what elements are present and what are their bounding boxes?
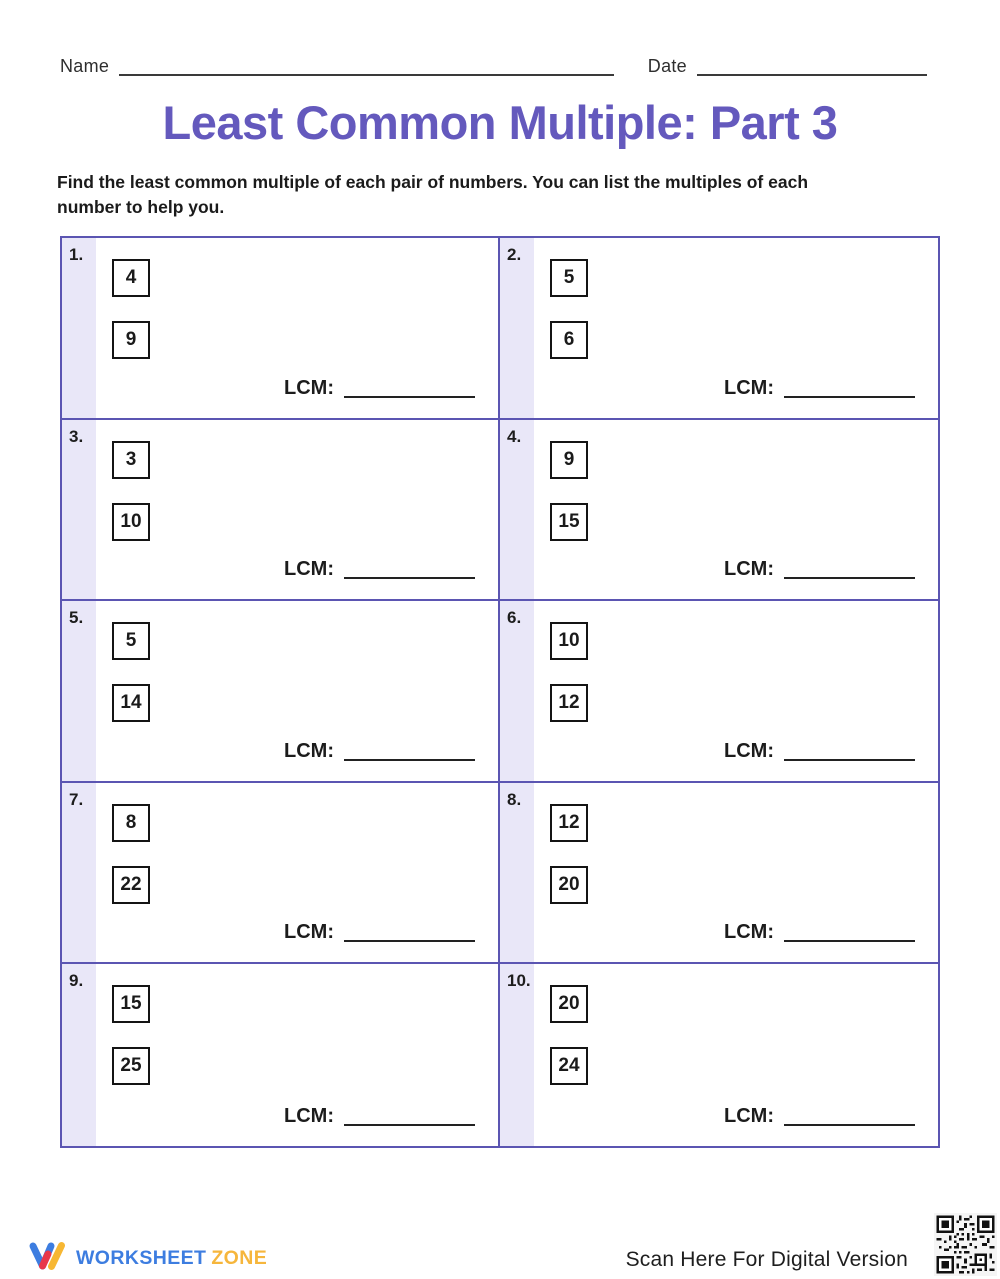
problem-number-strip — [62, 783, 96, 963]
number-box-b: 25 — [112, 1047, 150, 1085]
number-box-a: 8 — [112, 804, 150, 842]
lcm-answer-blank[interactable] — [784, 563, 915, 579]
number-box-b: 20 — [550, 866, 588, 904]
number-box-a: 3 — [112, 441, 150, 479]
lcm-answer-blank[interactable] — [344, 926, 475, 942]
problem-number-strip — [500, 601, 534, 781]
lcm-answer-blank[interactable] — [344, 745, 475, 761]
number-box-a: 20 — [550, 985, 588, 1023]
problem-cell-9 — [62, 964, 500, 1146]
problem-cell-2 — [500, 238, 938, 420]
number-box-a: 15 — [112, 985, 150, 1023]
problem-cell-7 — [62, 783, 500, 965]
lcm-row — [284, 922, 475, 942]
problem-cell-3 — [62, 420, 500, 602]
problem-cell-8 — [500, 783, 938, 965]
lcm-row — [724, 922, 915, 942]
problem-number: 6. — [507, 608, 522, 628]
lcm-answer-blank[interactable] — [784, 926, 915, 942]
number-box-b: 10 — [112, 503, 150, 541]
number-box-b: 9 — [112, 321, 150, 359]
lcm-answer-blank[interactable] — [784, 745, 915, 761]
problem-number-strip — [62, 420, 96, 600]
lcm-row — [284, 378, 475, 398]
lcm-row — [724, 1106, 915, 1126]
lcm-answer-blank[interactable] — [344, 382, 475, 398]
problem-cell-1 — [62, 238, 500, 420]
instructions — [57, 170, 945, 220]
number-box-b: 14 — [112, 684, 150, 722]
number-box-a: 5 — [112, 622, 150, 660]
date-label: Date — [647, 56, 687, 76]
lcm-row — [724, 741, 915, 761]
problem-number-strip — [500, 420, 534, 600]
number-box-b: 12 — [550, 684, 588, 722]
problem-number: 8. — [507, 789, 522, 809]
problem-number: 10. — [507, 971, 531, 991]
instructions-line2: number to help you. — [57, 197, 225, 217]
lcm-row — [284, 559, 475, 579]
qr-code — [934, 1213, 997, 1276]
problem-number-strip — [500, 238, 534, 418]
lcm-label: LCM: — [284, 558, 334, 581]
logo-text — [76, 1247, 267, 1270]
lcm-row — [724, 378, 915, 398]
lcm-label: LCM: — [724, 739, 774, 762]
problem-number: 1. — [69, 245, 84, 264]
name-input-line[interactable] — [119, 58, 614, 76]
scan-here-text: Scan Here For Digital Version — [625, 1248, 908, 1271]
lcm-label: LCM: — [724, 558, 774, 581]
problem-number-strip — [62, 601, 96, 781]
number-box-b: 24 — [550, 1047, 588, 1085]
lcm-answer-blank[interactable] — [784, 1110, 915, 1126]
problem-cell-10 — [500, 964, 938, 1146]
problem-number: 4. — [507, 426, 522, 446]
instructions-line1: Find the least common multiple of each pair of numbers. You can list the multiples of each — [57, 172, 809, 192]
problem-cell-4 — [500, 420, 938, 602]
problem-number-strip — [500, 964, 534, 1146]
number-box-b: 6 — [550, 321, 588, 359]
number-box-a: 12 — [550, 804, 588, 842]
number-box-a: 10 — [550, 622, 588, 660]
problem-number: 3. — [69, 426, 84, 446]
problem-cell-5 — [62, 601, 500, 783]
lcm-row — [284, 1106, 475, 1126]
number-box-b: 15 — [550, 503, 588, 541]
problem-number-strip — [500, 783, 534, 963]
problem-number-strip — [62, 238, 96, 418]
problem-number: 2. — [507, 245, 522, 264]
lcm-label: LCM: — [284, 1105, 334, 1127]
page-title: Least Common Multiple: Part 3 — [162, 96, 838, 149]
header-row — [60, 56, 927, 76]
logo-worksheet-text: WORKSHEET — [76, 1247, 207, 1269]
number-box-a: 9 — [550, 441, 588, 479]
lcm-label: LCM: — [724, 1105, 774, 1127]
lcm-label: LCM: — [724, 921, 774, 944]
lcm-answer-blank[interactable] — [784, 382, 915, 398]
lcm-answer-blank[interactable] — [344, 563, 475, 579]
logo-zone-text: ZONE — [211, 1247, 268, 1269]
worksheetzone-logo — [28, 1240, 267, 1277]
worksheetzone-w-icon — [28, 1240, 68, 1277]
lcm-label: LCM: — [284, 739, 334, 762]
problem-number: 7. — [69, 789, 84, 809]
lcm-label: LCM: — [284, 376, 334, 399]
name-label: Name — [60, 56, 110, 76]
lcm-row — [724, 559, 915, 579]
number-box-a: 5 — [550, 259, 588, 297]
problem-number: 5. — [69, 608, 84, 628]
lcm-label: LCM: — [284, 921, 334, 944]
problem-number: 9. — [69, 971, 84, 991]
lcm-answer-blank[interactable] — [344, 1110, 475, 1126]
problem-cell-6 — [500, 601, 938, 783]
lcm-row — [284, 741, 475, 761]
number-box-b: 22 — [112, 866, 150, 904]
number-box-a: 4 — [112, 259, 150, 297]
problem-number-strip — [62, 964, 96, 1146]
lcm-label: LCM: — [724, 376, 774, 399]
date-input-line[interactable] — [697, 58, 927, 76]
problems-grid — [60, 236, 940, 1148]
